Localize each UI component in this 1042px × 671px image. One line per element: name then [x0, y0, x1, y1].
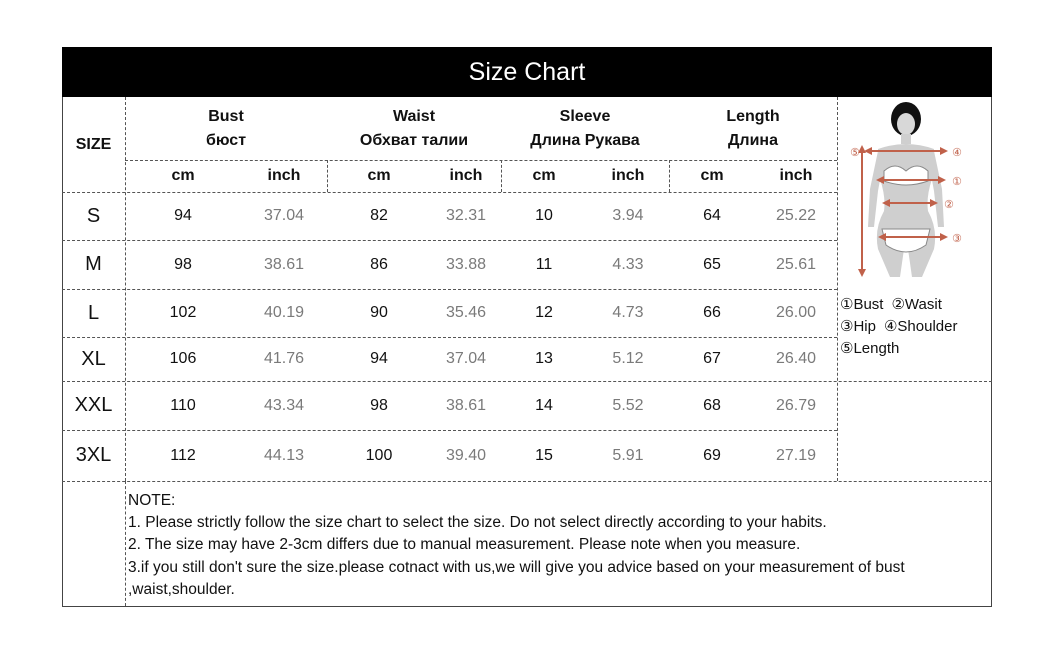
waist-cm: 100 — [365, 446, 393, 464]
length-inch: 25.61 — [775, 255, 817, 273]
size-label: M — [85, 253, 102, 275]
size-column-header: SIZE — [75, 135, 112, 153]
waist-cm: 90 — [370, 304, 388, 321]
sleeve-cm: 12 — [535, 304, 553, 321]
grid-line — [125, 481, 126, 606]
note-2: 2. The size may have 2-3cm differs due to manual measurement. Please note when you measure. — [128, 536, 801, 554]
sleeve-inch: 3.94 — [612, 207, 644, 224]
unit-inch: inch — [267, 167, 301, 184]
sleeve-inch: 5.91 — [612, 446, 644, 464]
sleeve-inch: 4.73 — [612, 304, 644, 321]
bust-cm: 106 — [169, 350, 197, 367]
measurement-legend — [840, 294, 965, 360]
legend-length: ⑤Length — [840, 340, 900, 357]
sleeve-cm: 11 — [535, 255, 553, 273]
chart-title: Size Chart — [62, 47, 992, 97]
bust-cm: 112 — [170, 446, 196, 464]
waist-inch: 35.46 — [445, 304, 487, 321]
bust-inch: 43.34 — [263, 396, 305, 414]
sleeve-cm: 10 — [535, 207, 553, 224]
waist-header — [327, 99, 501, 159]
sleeve-header-en: Sleeve — [559, 108, 611, 125]
length-header — [669, 99, 837, 159]
length-cm: 66 — [703, 304, 721, 321]
sleeve-cm: 15 — [535, 446, 553, 464]
waist-header-en: Waist — [392, 108, 436, 125]
waist-inch: 33.88 — [445, 255, 487, 273]
marker-4: ④ — [952, 146, 962, 159]
waist-inch: 37.04 — [445, 350, 487, 367]
length-header-en: Length — [726, 108, 780, 125]
waist-header-ru: Обхват талии — [359, 132, 469, 149]
marker-5: ⑤ — [850, 146, 860, 159]
bust-cm: 98 — [174, 255, 192, 273]
legend-shoulder: ④Shoulder — [883, 318, 958, 335]
bust-cm: 94 — [174, 207, 192, 224]
note-1: 1. Please strictly follow the size chart to select the size. Do not select directly according to your habits. — [128, 514, 827, 532]
legend-waist: ②Wasit — [891, 296, 942, 313]
bust-header — [125, 99, 327, 159]
bust-cm: 102 — [169, 304, 197, 321]
notes-heading: NOTE: — [128, 492, 176, 509]
sleeve-header — [501, 99, 669, 159]
waist-cm: 98 — [370, 396, 388, 414]
length-inch: 25.22 — [775, 207, 817, 224]
length-header-ru: Длина — [728, 132, 778, 149]
bust-inch: 37.04 — [263, 207, 305, 224]
sleeve-cm: 14 — [535, 396, 553, 414]
sleeve-inch: 5.12 — [612, 350, 644, 367]
waist-inch: 39.40 — [445, 446, 487, 464]
length-inch: 26.00 — [775, 304, 817, 321]
unit-inch: inch — [779, 167, 813, 184]
grid-line — [837, 97, 838, 481]
unit-inch: inch — [449, 167, 483, 184]
bust-header-ru: бюст — [205, 132, 247, 149]
length-inch: 27.19 — [775, 446, 817, 464]
unit-cm: cm — [532, 167, 556, 184]
length-cm: 65 — [703, 255, 721, 273]
length-cm: 69 — [703, 446, 721, 464]
length-cm: 64 — [703, 207, 721, 224]
size-label: XXL — [74, 394, 113, 416]
size-label: XL — [81, 347, 106, 370]
length-cm: 67 — [703, 350, 721, 367]
legend-hip: ③Hip — [840, 318, 876, 335]
sleeve-inch: 4.33 — [612, 255, 644, 273]
bust-inch: 41.76 — [263, 350, 305, 367]
unit-inch: inch — [611, 167, 645, 184]
sleeve-header-ru: Длина Рукава — [530, 132, 640, 149]
bust-header-en: Bust — [208, 108, 244, 125]
body-measurement-figure — [848, 99, 968, 281]
legend-bust: ①Bust — [840, 296, 884, 313]
length-inch: 26.79 — [775, 396, 817, 414]
length-cm: 68 — [703, 396, 721, 414]
size-chart — [62, 47, 992, 607]
bust-inch: 44.13 — [263, 446, 305, 464]
bust-inch: 38.61 — [263, 255, 305, 273]
length-inch: 26.40 — [775, 350, 817, 367]
waist-inch: 32.31 — [445, 207, 487, 224]
waist-inch: 38.61 — [445, 396, 487, 414]
marker-3: ③ — [952, 232, 962, 245]
unit-cm: cm — [367, 167, 391, 184]
sleeve-cm: 13 — [535, 350, 553, 367]
waist-cm: 86 — [370, 255, 388, 273]
bust-inch: 40.19 — [263, 304, 305, 321]
marker-2: ② — [944, 198, 954, 211]
size-label: L — [87, 301, 100, 324]
notes-section — [128, 490, 988, 601]
unit-cm: cm — [171, 167, 195, 184]
bust-cm: 110 — [170, 396, 196, 414]
note-3: 3.if you still don't sure the size.please cotnact with us,we will give you advice based on your measurement of bust — [128, 558, 905, 576]
sleeve-inch: 5.52 — [612, 396, 644, 414]
size-label: S — [86, 204, 101, 227]
size-label: 3XL — [75, 444, 112, 466]
waist-cm: 94 — [370, 350, 388, 367]
figure-torso-icon — [877, 144, 935, 277]
marker-1: ① — [952, 175, 962, 188]
grid-line — [62, 481, 992, 482]
note-3-continued: ,waist,shoulder. — [128, 580, 235, 598]
unit-cm: cm — [700, 167, 724, 184]
waist-cm: 82 — [370, 207, 388, 224]
